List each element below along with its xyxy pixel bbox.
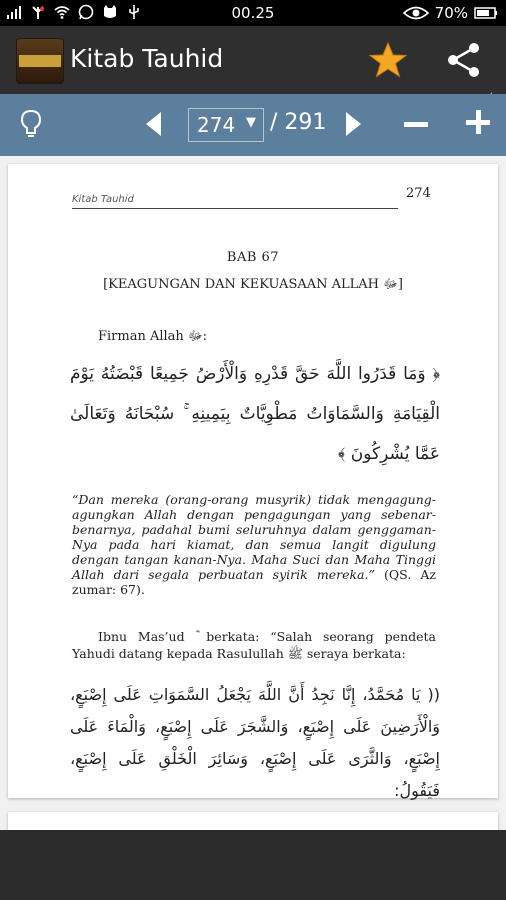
action-bar bbox=[0, 26, 506, 94]
chapter-number: BAB 67 bbox=[226, 250, 280, 265]
firman-line: Firman Allah ﷻ: bbox=[98, 329, 208, 344]
verse-translation bbox=[72, 492, 436, 597]
page-toolbar bbox=[0, 94, 506, 156]
previous-page-button[interactable] bbox=[146, 112, 161, 136]
translation-text: “Dan mereka (orang-orang musyrik) tidak mengagung-agungkan Allah dengan pengagungan yang sebenar-benarnya, padahal bumi seluruhnya dalam genggaman-Nya pada hari kiamat, dan semua langit digulung dengan tangan kanan-Nya. Maha Suci dan Maha Tinggi Allah dari segala perbuatan syirik mereka.” bbox=[72, 492, 436, 582]
reader-view[interactable] bbox=[0, 156, 506, 830]
page-select[interactable] bbox=[188, 108, 264, 142]
status-right bbox=[403, 4, 498, 22]
running-head: Kitab Tauhid bbox=[72, 194, 134, 205]
arabic-hadith: (( يَا مُحَمَّدُ، إِنَّا نَجِدُ أَنَّ اللَّهَ يَجْعَلُ السَّمَوَاتِ عَلَى إِصْبَعٍ، وَالْأَرَضِينَ عَلَى إِصْبَعٍ، وَالشَّجَرَ عَلَى إِصْبَعٍ، وَالْمَاءَ عَلَى إِصْبَعٍ، وَالثَّرَى عَلَى إِصْبَعٍ، وَسَائِرَ الْخَلْقِ عَلَى إِصْبَعٍ، فَيَقُولُ: bbox=[70, 685, 440, 800]
chapter-title: [KEAGUNGAN DAN KEKUASAAN ALLAH ﷻ] bbox=[103, 277, 403, 292]
star-icon[interactable] bbox=[368, 40, 408, 80]
page-total: / 291 bbox=[270, 110, 327, 135]
page-number: 274 bbox=[406, 186, 431, 201]
lightbulb-icon[interactable] bbox=[16, 108, 46, 140]
book-page bbox=[8, 164, 498, 798]
zoom-in-button[interactable] bbox=[466, 110, 490, 134]
app-title: Kitab Tauhid bbox=[70, 44, 224, 73]
bottom-bar bbox=[0, 830, 506, 900]
app-logo-icon[interactable] bbox=[16, 38, 64, 84]
translation-reference: (QS. Az zumar: 67). bbox=[72, 567, 436, 597]
status-bar bbox=[0, 0, 506, 26]
arabic-verse: ﴿ وَمَا قَدَرُوا اللَّهَ حَقَّ قَدْرِهِ وَالْأَرْضُ جَمِيعًا قَبْضَتُهُ يَوْمَ الْقِيَامَةِ وَالسَّمَاوَاتُ مَطْوِيَّاتٌ بِيَمِينِهِ ۚ سُبْحَانَهُ وَتَعَالَىٰ عَمَّا يُشْرِكُونَ ﴾ bbox=[70, 364, 440, 464]
narration-paragraph: Ibnu Mas’ud ؓ berkata: “Salah seorang pendeta Yahudi datang kepada Rasulullah ﷺ seraya berkata: bbox=[72, 629, 436, 661]
zoom-out-button[interactable] bbox=[404, 122, 428, 127]
next-page-button[interactable] bbox=[346, 112, 361, 136]
battery-percent: 70% bbox=[434, 4, 468, 22]
eye-icon bbox=[403, 5, 429, 21]
share-icon[interactable] bbox=[444, 40, 484, 80]
page-select-value: 274 bbox=[197, 113, 236, 137]
chevron-down-icon: ▼ bbox=[246, 115, 256, 130]
clock: 00.25 bbox=[231, 4, 275, 22]
battery-icon bbox=[474, 5, 498, 21]
header-rule bbox=[72, 208, 398, 209]
